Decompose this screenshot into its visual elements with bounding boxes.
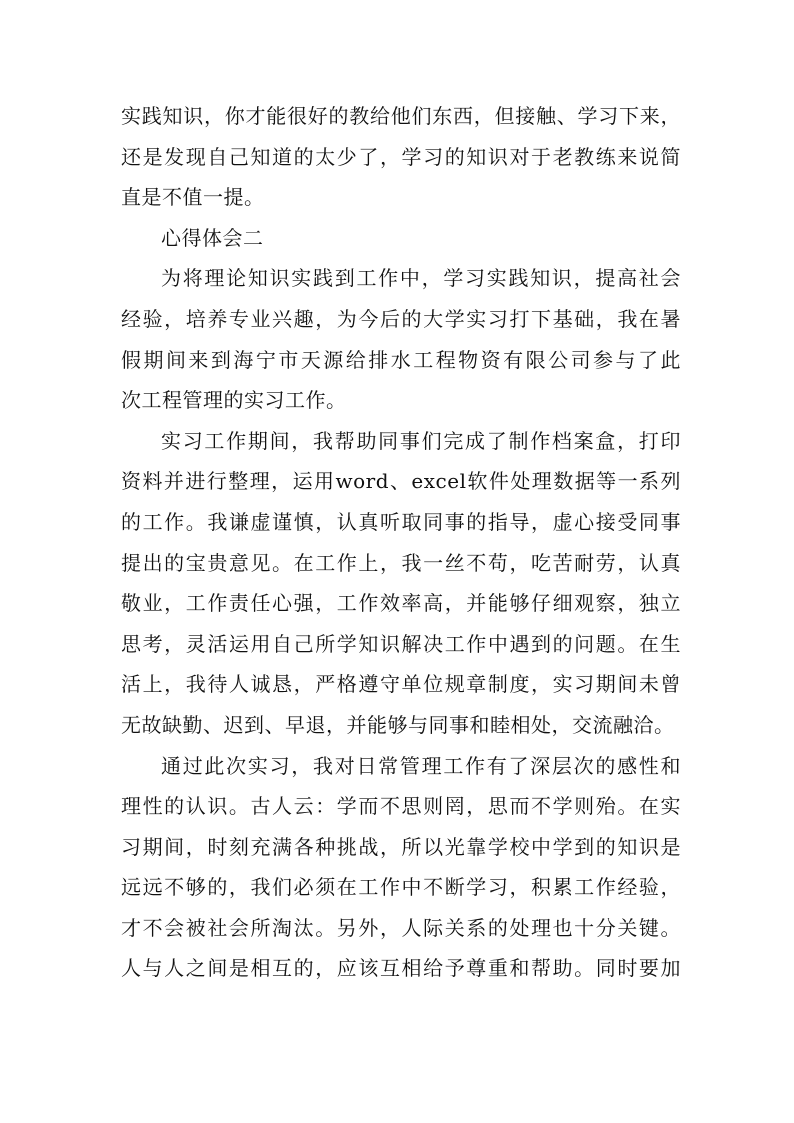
- text-line: 远远不够的，我们必须在工作中不断学习，积累工作经验，: [121, 875, 681, 900]
- text-line: 无故缺勤、迟到、早退，并能够与同事和睦相处，交流融洽。: [121, 712, 675, 737]
- text-line: 思考，灵活运用自己所学知识解决工作中遇到的问题。在生: [121, 631, 681, 656]
- text-line: 还是发现自己知道的太少了，学习的知识对于老教练来说简: [121, 144, 681, 169]
- text-line: 次工程管理的实习工作。: [121, 388, 347, 413]
- text-line: 敬业，工作责任心强，工作效率高，并能够仔细观察，独立: [121, 591, 681, 616]
- section-heading: 心得体会二: [161, 225, 264, 250]
- text-line: 假期间来到海宁市天源给排水工程物资有限公司参与了此: [121, 347, 681, 372]
- text-line: 活上，我待人诚恳，严格遵守单位规章制度，实习期间未曾: [121, 672, 681, 697]
- text-line: 提出的宝贵意见。在工作上，我一丝不苟，吃苦耐劳，认真: [121, 550, 681, 575]
- text-line: 实践知识，你才能很好的教给他们东西，但接触、学习下来，: [121, 104, 681, 128]
- text-line: 资料并进行整理，运用word、excel软件处理数据等一系列: [121, 469, 681, 494]
- text-line: 经验，培养专业兴趣，为今后的大学实习打下基础，我在暑: [121, 306, 681, 331]
- text-line: 通过此次实习，我对日常管理工作有了深层次的感性和: [161, 753, 681, 778]
- text-line: 的工作。我谦虚谨慎，认真听取同事的指导，虚心接受同事: [121, 509, 681, 534]
- text-line: 习期间，时刻充满各种挑战，所以光靠学校中学到的知识是: [121, 834, 681, 859]
- text-line: 为将理论知识实践到工作中，学习实践知识，提高社会: [161, 266, 681, 291]
- document-body: [121, 96, 681, 989]
- text-line: 实习工作期间，我帮助同事们完成了制作档案盒，打印: [161, 428, 681, 453]
- text-line: 人与人之间是相互的，应该互相给予尊重和帮助。同时要加: [121, 956, 681, 981]
- text-line: 直是不值一提。: [121, 185, 265, 210]
- text-line: 才不会被社会所淘汰。另外，人际关系的处理也十分关键。: [121, 915, 681, 940]
- text-line: 理性的认识。古人云：学而不思则罔，思而不学则殆。在实: [121, 794, 681, 819]
